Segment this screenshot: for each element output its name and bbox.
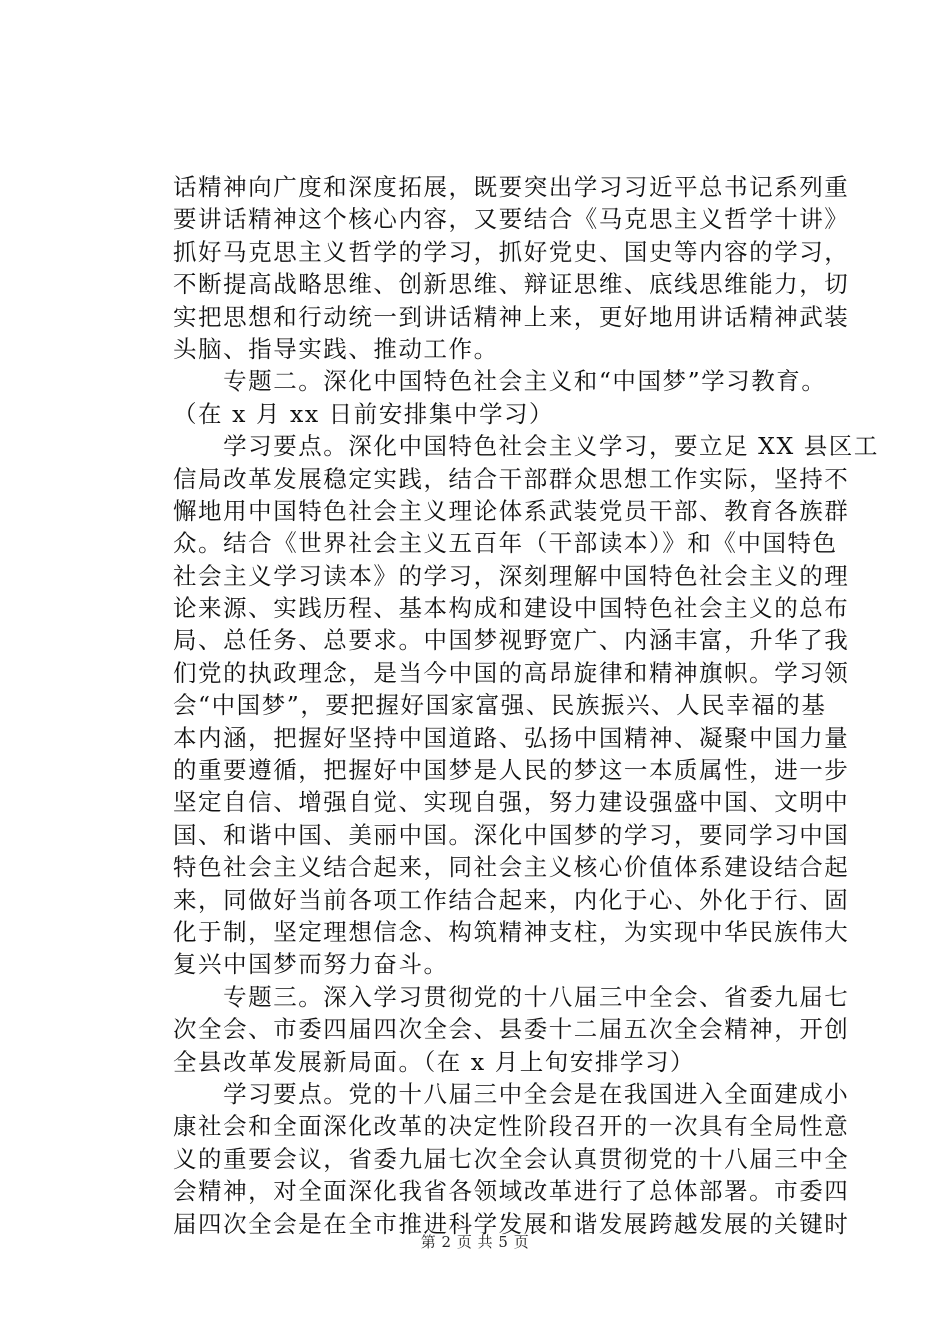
text-line: 专题二。深化中国特色社会主义和“中国梦”学习教育。: [173, 367, 827, 396]
text-line: 学习要点。党的十八届三中全会是在我国进入全面建成小: [173, 1079, 850, 1108]
text-line: 众。结合《世界社会主义五百年（干部读本）》和《中国特色: [173, 529, 838, 558]
text-line: 话精神向广度和深度拓展，既要突出学习习近平总书记系列重: [173, 173, 850, 201]
text-line: 坚定自信、增强自觉、实现自强，努力建设强盛中国、文明中: [173, 788, 850, 817]
text-line: 届四次全会是在全市推进科学发展和谐发展跨越发展的关键时: [173, 1209, 850, 1238]
text-line: 来，同做好当前各项工作结合起来，内化于心、外化于行、固: [173, 885, 850, 914]
text-line: 全县改革发展新局面。（在 x 月上旬安排学习）: [173, 1047, 696, 1076]
text-line: 不断提高战略思维、创新思维、辩证思维、底线思维能力，切: [173, 270, 850, 299]
text-line: 特色社会主义结合起来，同社会主义核心价值体系建设结合起: [173, 853, 850, 882]
text-line: 会精神，对全面深化我省各领域改革进行了总体部署。市委四: [173, 1177, 850, 1206]
text-line: 会“中国梦”，要把握好国家富强、民族振兴、人民幸福的基: [173, 691, 827, 720]
text-line: 抓好马克思主义哲学的学习，抓好党史、国史等内容的学习，: [173, 237, 850, 266]
page-footer: 第 2 页 共 5 页: [420, 1233, 530, 1251]
text-line: （在 x 月 xx 日前安排集中学习）: [173, 399, 555, 428]
text-line: 专题三。深入学习贯彻党的十八届三中全会、省委九届七: [173, 982, 850, 1011]
text-line: 局、总任务、总要求。中国梦视野宽广、内涵丰富，升华了我: [173, 626, 850, 655]
text-line: 信局改革发展稳定实践，结合干部群众思想工作实际，坚持不: [173, 464, 850, 493]
text-line: 要讲话精神这个核心内容，又要结合《马克思主义哲学十讲》: [173, 205, 850, 234]
text-line: 学习要点。深化中国特色社会主义学习，要立足 XX 县区工: [173, 432, 879, 461]
text-line: 次全会、市委四届四次全会、县委十二届五次全会精神，开创: [173, 1015, 850, 1044]
text-line: 懈地用中国特色社会主义理论体系武装党员干部、教育各族群: [173, 496, 850, 525]
document-body: [173, 171, 879, 1240]
text-line: 康社会和全面深化改革的决定性阶段召开的一次具有全局性意: [173, 1112, 850, 1141]
text-line: 论来源、实践历程、基本构成和建设中国特色社会主义的总布: [173, 594, 850, 623]
text-line: 的重要遵循，把握好中国梦是人民的梦这一本质属性，进一步: [173, 756, 850, 785]
text-line: 复兴中国梦而努力奋斗。: [173, 950, 449, 979]
text-line: 化于制，坚定理想信念、构筑精神支柱，为实现中华民族伟大: [173, 917, 850, 946]
text-line: 实把思想和行动统一到讲话精神上来，更好地用讲话精神武装: [173, 302, 850, 331]
text-line: 们党的执政理念，是当今中国的高昂旋律和精神旗帜。学习领: [173, 658, 850, 687]
text-line: 国、和谐中国、美丽中国。深化中国梦的学习，要同学习中国: [173, 820, 850, 849]
text-line: 社会主义学习读本》的学习，深刻理解中国特色社会主义的理: [173, 561, 850, 590]
text-line: 本内涵，把握好坚持中国道路、弘扬中国精神、凝聚中国力量: [173, 723, 850, 752]
text-line: 义的重要会议，省委九届七次全会认真贯彻党的十八届三中全: [173, 1144, 850, 1173]
text-line: 头脑、指导实践、推动工作。: [173, 334, 499, 363]
